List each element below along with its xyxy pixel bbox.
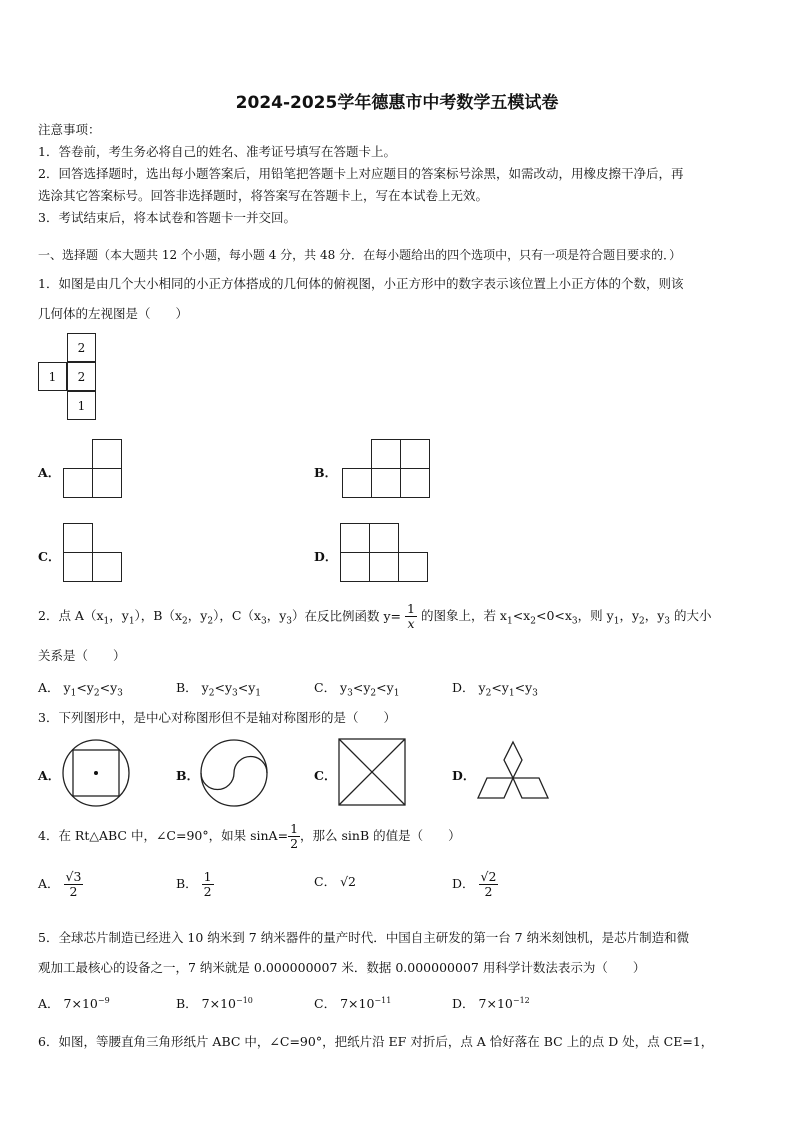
figure-square xyxy=(400,439,430,469)
fraction-denominator: 2 xyxy=(290,836,299,851)
q5-option-d xyxy=(452,994,530,1012)
q1-option-c-label: C． xyxy=(38,549,61,564)
option-base: 7×10 xyxy=(340,996,375,1011)
fraction-numerator: 1 xyxy=(290,820,299,836)
q5-option-a xyxy=(38,994,110,1012)
q2-option-a: A． $y_1<y_2<y_3$ xyxy=(38,680,123,699)
q4-option-c xyxy=(314,872,356,890)
fraction-numerator: 1 xyxy=(407,601,415,616)
figure-square xyxy=(92,552,122,582)
q1-option-b-label: B． xyxy=(314,465,338,480)
option-exponent: −9 xyxy=(97,995,110,1005)
fraction-denominator: 2 xyxy=(203,884,212,899)
q1-option-a-label: A． xyxy=(38,465,61,480)
option-exponent: −10 xyxy=(236,995,253,1005)
grid-cell: 1 xyxy=(67,391,96,420)
option-label: D． xyxy=(452,996,475,1011)
q6-text-line1: 6．如图，等腰直角三角形纸片 ABC 中，∠C=90°，把纸片沿 EF 对折后，点 A 恰好落在 BC 上的点 D 处，点 CE=1， xyxy=(38,1034,714,1049)
figure-square xyxy=(340,552,370,582)
q4-fraction xyxy=(288,822,300,852)
q4-text-pre: 4．在 Rt△ABC 中，∠C=90°，如果 sinA= xyxy=(38,828,289,843)
notice-heading: 注意事项： xyxy=(38,122,101,137)
grid-cell: 1 xyxy=(38,362,67,391)
q2-option-c: C． $y_3<y_2<y_1$ xyxy=(314,680,400,699)
option-label: A． xyxy=(38,680,60,695)
q2-option-d: D． $y_2<y_1<y_3$ xyxy=(452,680,538,699)
fraction xyxy=(202,870,214,900)
q2-func-pre: 在反比例函数 y= xyxy=(304,608,402,624)
q4-option-a xyxy=(38,866,83,902)
option-label: C． xyxy=(314,680,337,695)
fraction-numerator: √2 xyxy=(480,868,497,884)
option-exponent: −12 xyxy=(512,995,530,1005)
option-exponent: −11 xyxy=(374,995,392,1005)
option-label: C． xyxy=(314,874,337,889)
q4-text xyxy=(38,818,461,854)
fraction xyxy=(64,870,84,900)
figure-square xyxy=(92,439,122,469)
yin-yang-curve-figure xyxy=(198,737,270,809)
notice-item-1: 1．答卷前，考生务必将自己的姓名、准考证号填写在答题卡上。 xyxy=(38,144,396,159)
option-label: D． xyxy=(452,876,475,891)
option-base: 7×10 xyxy=(478,996,513,1011)
option-label: A． xyxy=(38,996,60,1011)
figure-square xyxy=(63,523,93,553)
q4-option-d xyxy=(452,866,498,902)
fraction-numerator: 1 xyxy=(203,868,212,884)
option-label: D． xyxy=(452,680,475,695)
fraction-denominator: 2 xyxy=(69,884,78,899)
q4-text-post: ，那么 sinB 的值是（ ） xyxy=(300,828,461,843)
option-label: B． xyxy=(176,680,198,695)
figure-square xyxy=(63,468,93,498)
q3-text: 3．下列图形中，是中心对称图形但不是轴对称图形的是（ ） xyxy=(38,710,396,725)
square-diagonals-figure xyxy=(337,737,407,807)
q1-text-line2: 几何体的左视图是（ ） xyxy=(38,306,189,321)
fraction-denominator: 2 xyxy=(484,884,493,899)
figure-square xyxy=(398,552,428,582)
notice-item-2: 2．回答选择题时，选出每小题答案后，用铅笔把答题卡上对应题目的答案标号涂黑，如需改动，用橡皮擦干净后，再 xyxy=(38,166,684,181)
three-rhombus-figure xyxy=(476,740,550,802)
figure-square xyxy=(369,552,399,582)
grid-cell: 2 xyxy=(67,333,96,362)
q2-option-b: B． $y_2<y_3<y_1$ xyxy=(176,680,262,699)
figure-square xyxy=(371,439,401,469)
option-base: 7×10 xyxy=(201,996,237,1011)
q3-option-d-label: D． xyxy=(452,768,476,783)
option-label: B． xyxy=(176,996,198,1011)
circle-square-figure xyxy=(60,737,132,809)
figure-square xyxy=(400,468,430,498)
fraction-numerator: √3 xyxy=(65,868,82,884)
q3-option-a-label: A． xyxy=(38,768,61,783)
notice-item-2-cont: 选涂其它答案标号。回答非选择题时，将答案写在答题卡上，写在本试卷上无效。 xyxy=(38,188,489,203)
figure-square xyxy=(340,523,370,553)
q5-text-line1: 5．全球芯片制造已经进入 10 纳米到 7 纳米器件的量产时代．中国自主研发的第一台 7 纳米刻蚀机，是芯片制造和微 xyxy=(38,930,690,945)
q2-text-line1: 2．点 $A(x_1$，$y_1$），$B(x_2$，$y_2$），$C(x_3$，$y_3$）在反比例函数 y= $\frac{1}{x}$ 的图象上，若 $x_1<x_2<0<x_3$，则 $y_1$，$y_2$，$y_3$ 的大小 xyxy=(38,601,712,632)
option-label: A． xyxy=(38,876,60,891)
q1-option-d-label: D． xyxy=(314,549,338,564)
option-label: B． xyxy=(176,876,198,891)
option-base: 7×10 xyxy=(63,996,98,1011)
q5-option-c xyxy=(314,994,391,1012)
sqrt-value: √2 xyxy=(340,874,356,889)
page-title: 2024-2025学年德惠市中考数学五模试卷 xyxy=(235,93,559,113)
q2-text-line2: 关系是（ ） xyxy=(38,648,126,663)
q1-text-line1: 1．如图是由几个大小相同的小正方体搭成的几何体的俯视图，小正方形中的数字表示该位置上小正方体的个数，则该 xyxy=(38,276,684,291)
fraction xyxy=(479,870,499,900)
q5-text-line2: 观加工最核心的设备之一，7 纳米就是 0.000000007 米．数据 0.000000007 用科学计数法表示为（ ） xyxy=(38,960,646,975)
q5-option-b xyxy=(176,994,253,1012)
grid-cell: 2 xyxy=(67,362,96,391)
q4-option-b xyxy=(176,866,214,902)
notice-item-3: 3．考试结束后，将本试卷和答题卡一并交回。 xyxy=(38,210,296,225)
figure-square xyxy=(92,468,122,498)
q2-fraction xyxy=(405,602,417,632)
fraction-denominator: x xyxy=(407,616,415,632)
option-label: C． xyxy=(314,996,337,1011)
section-heading: 一、选择题（本大题共 12 个小题，每小题 4 分，共 48 分．在每小题给出的四个选项中，只有一项是符合题目要求的．） xyxy=(38,248,682,262)
q3-option-b-label: B． xyxy=(176,768,200,783)
figure-square xyxy=(63,552,93,582)
figure-square xyxy=(369,523,399,553)
q3-option-c-label: C． xyxy=(314,768,337,783)
figure-square xyxy=(371,468,401,498)
figure-square xyxy=(342,468,372,498)
